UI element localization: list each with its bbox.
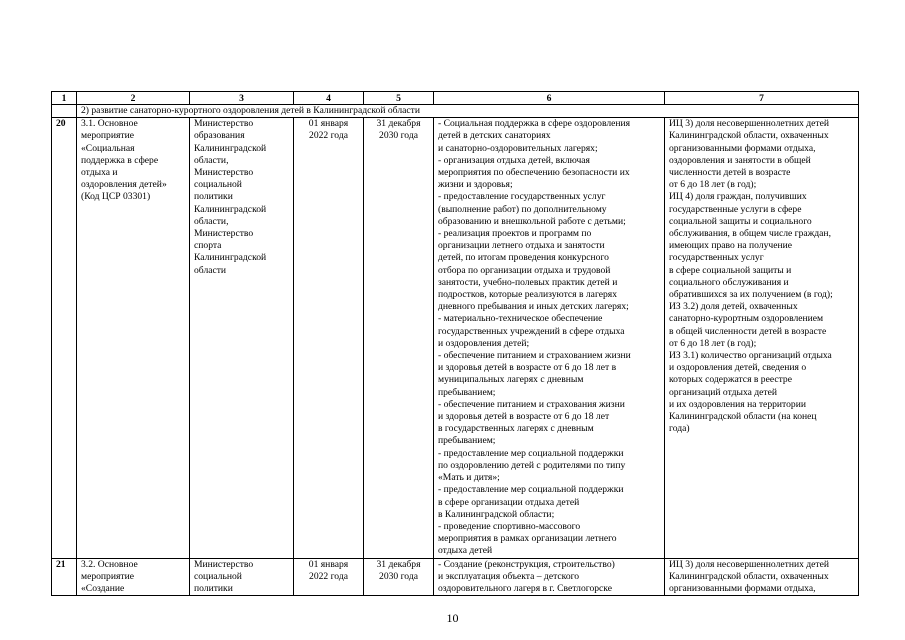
header-cell-2: 2 [77,92,190,105]
executor: Министерство образования Калининградской области, Министерство социальной политики Калининградской области, Министерство спорта Калининградской области [190,118,294,558]
row-number: 20 [52,118,77,558]
start-date: 01 января 2022 года [294,118,364,558]
end-date: 31 декабря 2030 года [364,558,434,596]
header-cell-5: 5 [364,92,434,105]
header-cell-7: 7 [665,92,859,105]
header-row [52,92,859,105]
row-number: 21 [52,558,77,596]
executor: Министерство социальной политики [190,558,294,596]
header-cell-6: 6 [434,92,665,105]
start-date: 01 января 2022 года [294,558,364,596]
section-empty-cell [52,105,77,118]
table-row [52,558,859,596]
indicators: ИЦ 3) доля несовершеннолетних детей Калининградской области, охваченных организованными формами отдыха, оздоровления и занятости в общей численности детей в возрасте от 6 до 18 лет (в год); ИЦ 4) доля граждан, получивших государственные услуги в сфере социальной защиты и социального обслуживания, в общем числе граждан, имеющих право на получение государственных услуг в сфере социальной защиты и социального обслуживания и обратившихся за их получением (в год); ИЗ 3.2) доля детей, охваченных санаторно-курортным оздоровлением в общей численности детей в возрасте от 6 до 18 лет (в год); ИЗ 3.1) количество организаций отдыха и оздоровления детей, сведения о которых содержатся в реестре организаций отдыха детей и их оздоровления на территории Калининградской области (на конец года) [665,118,859,558]
header-cell-3: 3 [190,92,294,105]
indicators: ИЦ 3) доля несовершеннолетних детей Калининградской области, охваченных организованными формами отдыха, [665,558,859,596]
section-row [52,105,859,118]
measure-name: 3.2. Основное мероприятие «Создание [77,558,190,596]
measure-name: 3.1. Основное мероприятие «Социальная поддержка в сфере отдыха и оздоровления детей» (Код ЦСР 03301) [77,118,190,558]
section-title: 2) развитие санаторно-курортного оздоровления детей в Калининградской области [77,105,859,118]
page-number: 10 [446,611,459,625]
actions: - Социальная поддержка в сфере оздоровления детей в детских санаториях и санаторно-оздоровительных лагерях; - организация отдыха детей, включая мероприятия по обеспечению безопасности их жизни и здоровья; - предоставление государственных услуг (выполнение работ) по дополнительному образованию и внешкольной работе с детьми; - реализация проектов и программ по организации летнего отдыха и занятости детей, по итогам проведения конкурсного отбора по организации отдыха и трудовой занятости, учебно-полевых практик детей и подростков, которые реализуются в лагерях дневного пребывания и иных детских лагерях; - материально-техническое обеспечение государственных учреждений в сфере отдыха и оздоровления детей; - обеспечение питанием и страхованием жизни и здоровья детей в возрасте от 6 до 18 лет в муниципальных лагерях с дневным пребыванием; - обеспечение питанием и страхования жизни и здоровья детей в возрасте от 6 до 18 лет в государственных лагерях с дневным пребыванием; - предоставление мер социальной поддержки по оздоровлению детей с родителями по типу «Мать и дитя»; - предоставление мер социальной поддержки в сфере организации отдыха детей в Калининградской области; - проведение спортивно-массового мероприятия в рамках организации летнего отдыха детей [434,118,665,558]
header-cell-4: 4 [294,92,364,105]
actions: - Создание (реконструкция, строительство) и эксплуатация объекта – детского оздоровительного лагеря в г. Светлогорске [434,558,665,596]
header-cell-1: 1 [52,92,77,105]
table-row [52,118,859,558]
program-measures-table [51,91,859,596]
end-date: 31 декабря 2030 года [364,118,434,558]
